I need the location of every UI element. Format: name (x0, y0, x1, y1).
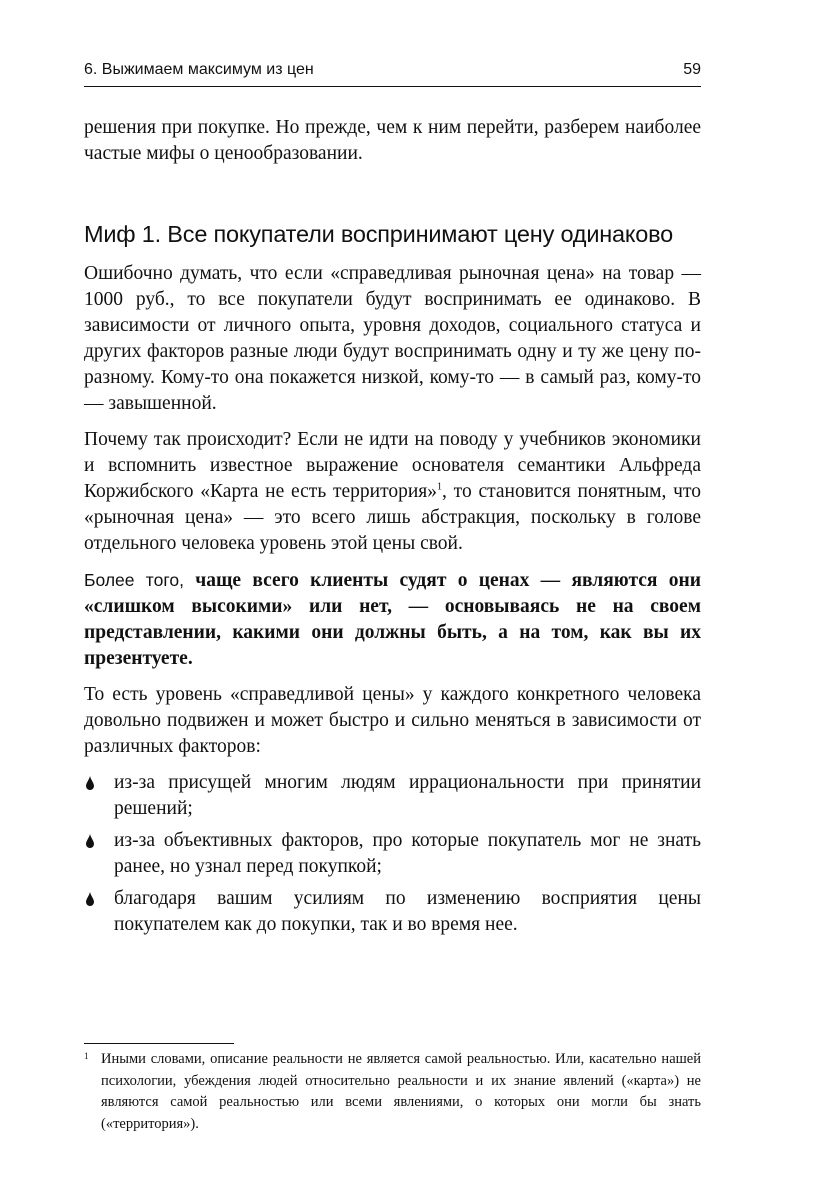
paragraph-2 (84, 427, 701, 557)
list-item-text: из-за объективных факторов, про которые покупатель мог не знать ранее, но узнал перед покупкой; (114, 830, 701, 877)
footnote-marker: 1 (84, 1051, 89, 1061)
drop-bullet-icon (85, 775, 95, 791)
drop-bullet-icon (85, 833, 95, 849)
paragraph-3-emphasis: чаще всего клиенты судят о ценах — являются они «слишком высокими» или нет, — основываясь не на своем представлении, какими они должны быть, а на том, как вы их презентуете. (84, 570, 701, 669)
paragraph-3-lead: Более того, (84, 570, 196, 590)
chapter-title: 6. Выжимаем максимум из цен (84, 61, 314, 78)
footnote (84, 1049, 701, 1135)
paragraph-4: То есть уровень «справедливой цены» у каждого конкретного человека довольно подвижен и может быстро и сильно меняться в зависимости от различных факторов: (84, 684, 701, 757)
list-item (84, 828, 701, 880)
paragraph-2-text-a: Почему так происходит? Если не идти на поводу у учебников экономики и вспомнить известное выражение основателя семантики Альфреда Коржибского «Карта не есть территория» (84, 429, 701, 502)
section-heading: Миф 1. Все покупатели воспринимают цену одинаково (84, 221, 674, 247)
book-page (84, 60, 701, 944)
intro-paragraph: решения при покупке. Но прежде, чем к ним перейти, разберем наиболее частые мифы о ценообразовании. (84, 117, 701, 164)
footnote-reference[interactable]: 1 (437, 481, 443, 493)
footnote-text: Иными словами, описание реальности не является самой реальностью. Или, касательно нашей психологии, убеждения людей относительно реальности и их знание явлений («карта») не являются самой реальностью или всеми явлениями, о которых они могли бы знать («территория»). (101, 1051, 701, 1132)
paragraph-3 (84, 567, 701, 672)
list-item (84, 770, 701, 822)
page-number: 59 (683, 61, 701, 78)
paragraph-2-text-b: , то становится понятным, что «рыночная цена» — это всего лишь абстракция, поскольку в голове отдельного человека уровень этой цены свой. (84, 481, 701, 554)
list-item-text: из-за присущей многим людям иррациональности при принятии решений; (114, 772, 701, 819)
running-header (84, 60, 701, 87)
list-item (84, 886, 701, 938)
list-item-text: благодаря вашим усилиям по изменению восприятия цены покупателем как до покупки, так и во время нее. (114, 888, 701, 935)
paragraph-1: Ошибочно думать, что если «справедливая рыночная цена» на товар — 1000 руб., то все покупатели будут воспринимать ее одинаково. В зависимости от личного опыта, уровня доходов, социального статуса и других факторов разные люди будут воспринимать одну и ту же цену по-разному. Кому-то она покажется низкой, кому-то — в самый раз, кому-то — завышенной. (84, 263, 701, 414)
factor-list (84, 770, 701, 938)
drop-bullet-icon (85, 891, 95, 907)
footnote-divider (84, 1043, 234, 1044)
